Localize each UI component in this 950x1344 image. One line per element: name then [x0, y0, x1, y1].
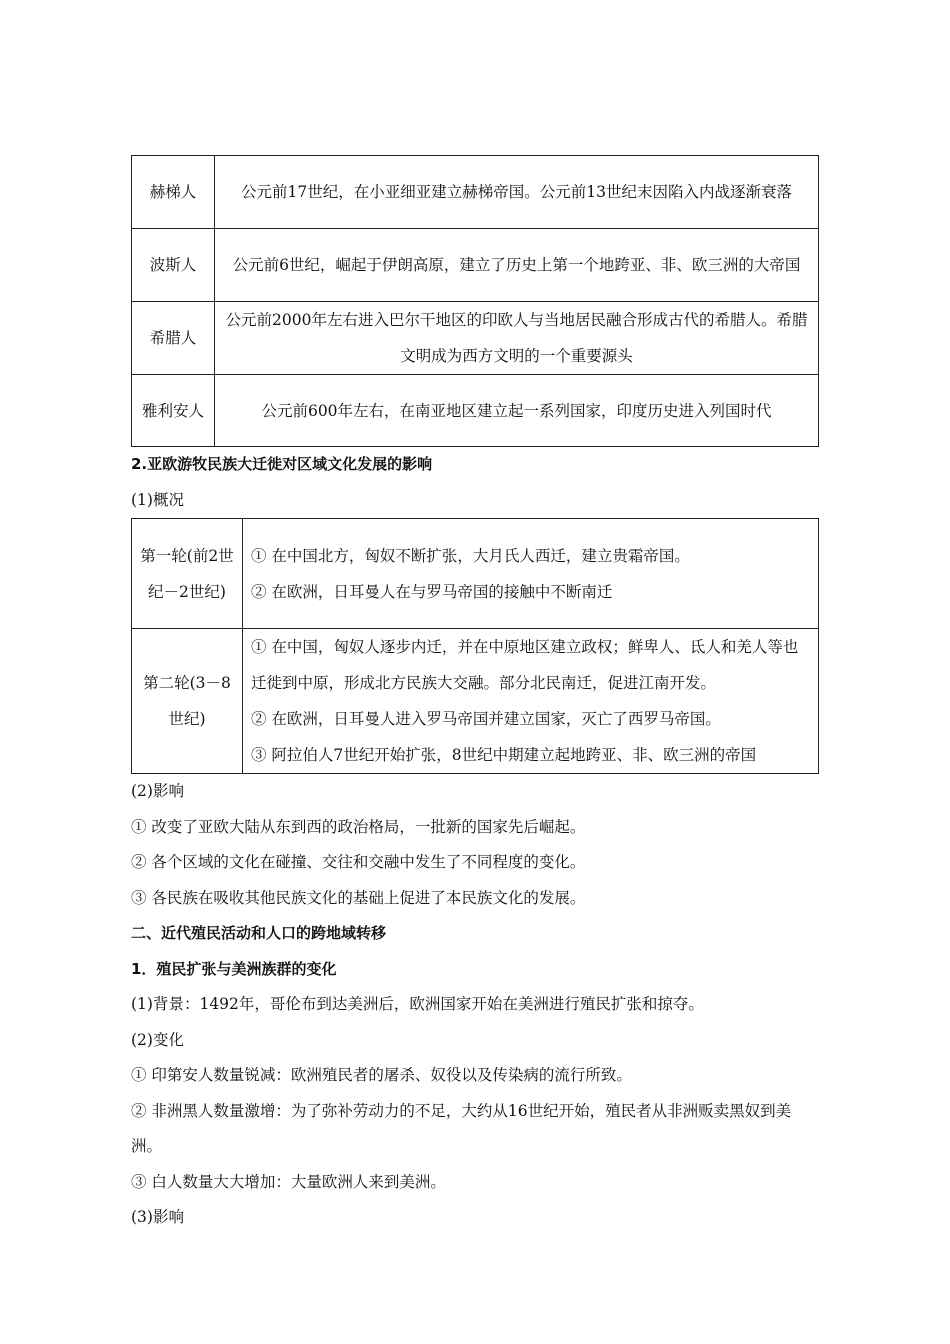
table-row [132, 229, 819, 302]
subheading: (2)变化 [131, 1030, 184, 1049]
document-page [131, 155, 819, 1236]
subheading: (1)概况 [131, 490, 184, 509]
people-desc: 公元前17世纪，在小亚细亚建立赫梯帝国。公元前13世纪末因陷入内战逐渐衰落 [215, 156, 819, 229]
people-desc: 公元前6世纪，崛起于伊朗高原，建立了历史上第一个地跨亚、非、欧三洲的大帝国 [215, 229, 819, 302]
list-item: ③ 白人数量大大增加：大量欧洲人来到美洲。 [131, 1172, 446, 1191]
wave-name: 第一轮(前2世纪－2世纪) [132, 519, 243, 629]
table-row [132, 302, 819, 375]
wave-desc [243, 519, 819, 629]
wave-name: 第二轮(3－8世纪) [132, 629, 243, 774]
people-name: 雅利安人 [132, 375, 215, 447]
subheading: (3)影响 [131, 1208, 184, 1226]
wave-line: ① 在中国，匈奴人逐步内迁，并在中原地区建立政权；鲜卑人、氐人和羌人等也迁徙到中原，形成北方民族大交融。部分北民南迁，促进江南开发。 [251, 638, 799, 692]
people-name: 赫梯人 [132, 156, 215, 229]
people-name: 波斯人 [132, 229, 215, 302]
wave-line: ① 在中国北方，匈奴不断扩张，大月氏人西迁，建立贵霜帝国。 [251, 546, 690, 565]
list-item: ② 非洲黑人数量激增：为了弥补劳动力的不足，大约从16世纪开始，殖民者从非洲贩卖黑奴到美洲。 [131, 1101, 792, 1155]
people-desc: 公元前2000年左右进入巴尔干地区的印欧人与当地居民融合形成古代的希腊人。希腊文明成为西方文明的一个重要源头 [215, 302, 819, 375]
wave-line: ② 在欧洲，日耳曼人进入罗马帝国并建立国家，灭亡了西罗马帝国。 [251, 710, 721, 728]
peoples-table [131, 155, 819, 447]
list-item: ② 各个区域的文化在碰撞、交往和交融中发生了不同程度的变化。 [131, 853, 586, 871]
list-item: ① 改变了亚欧大陆从东到西的政治格局，一批新的国家先后崛起。 [131, 817, 586, 836]
wave-line: ② 在欧洲，日耳曼人在与罗马帝国的接触中不断南迁 [251, 582, 613, 601]
wave-line: ③ 阿拉伯人7世纪开始扩张，8世纪中期建立起地跨亚、非、欧三洲的帝国 [251, 746, 757, 764]
wave-desc [243, 629, 819, 774]
migration-table [131, 518, 819, 774]
section-heading: 2.亚欧游牧民族大迁徙对区域文化发展的影响 [131, 455, 433, 473]
list-item: ③ 各民族在吸收其他民族文化的基础上促进了本民族文化的发展。 [131, 888, 586, 907]
people-name: 希腊人 [132, 302, 215, 375]
table-row [132, 375, 819, 447]
table-row [132, 156, 819, 229]
section-heading: 二、近代殖民活动和人口的跨地域转移 [131, 924, 387, 942]
list-item: ① 印第安人数量锐减：欧洲殖民者的屠杀、奴役以及传染病的流行所致。 [131, 1066, 632, 1084]
subheading: (2)影响 [131, 782, 184, 800]
section-heading: 1．殖民扩张与美洲族群的变化 [131, 959, 337, 978]
table-row [132, 519, 819, 629]
people-desc: 公元前600年左右，在南亚地区建立起一系列国家，印度历史进入列国时代 [215, 375, 819, 447]
paragraph: (1)背景：1492年，哥伦布到达美洲后，欧洲国家开始在美洲进行殖民扩张和掠夺。 [131, 995, 704, 1013]
table-row [132, 629, 819, 774]
